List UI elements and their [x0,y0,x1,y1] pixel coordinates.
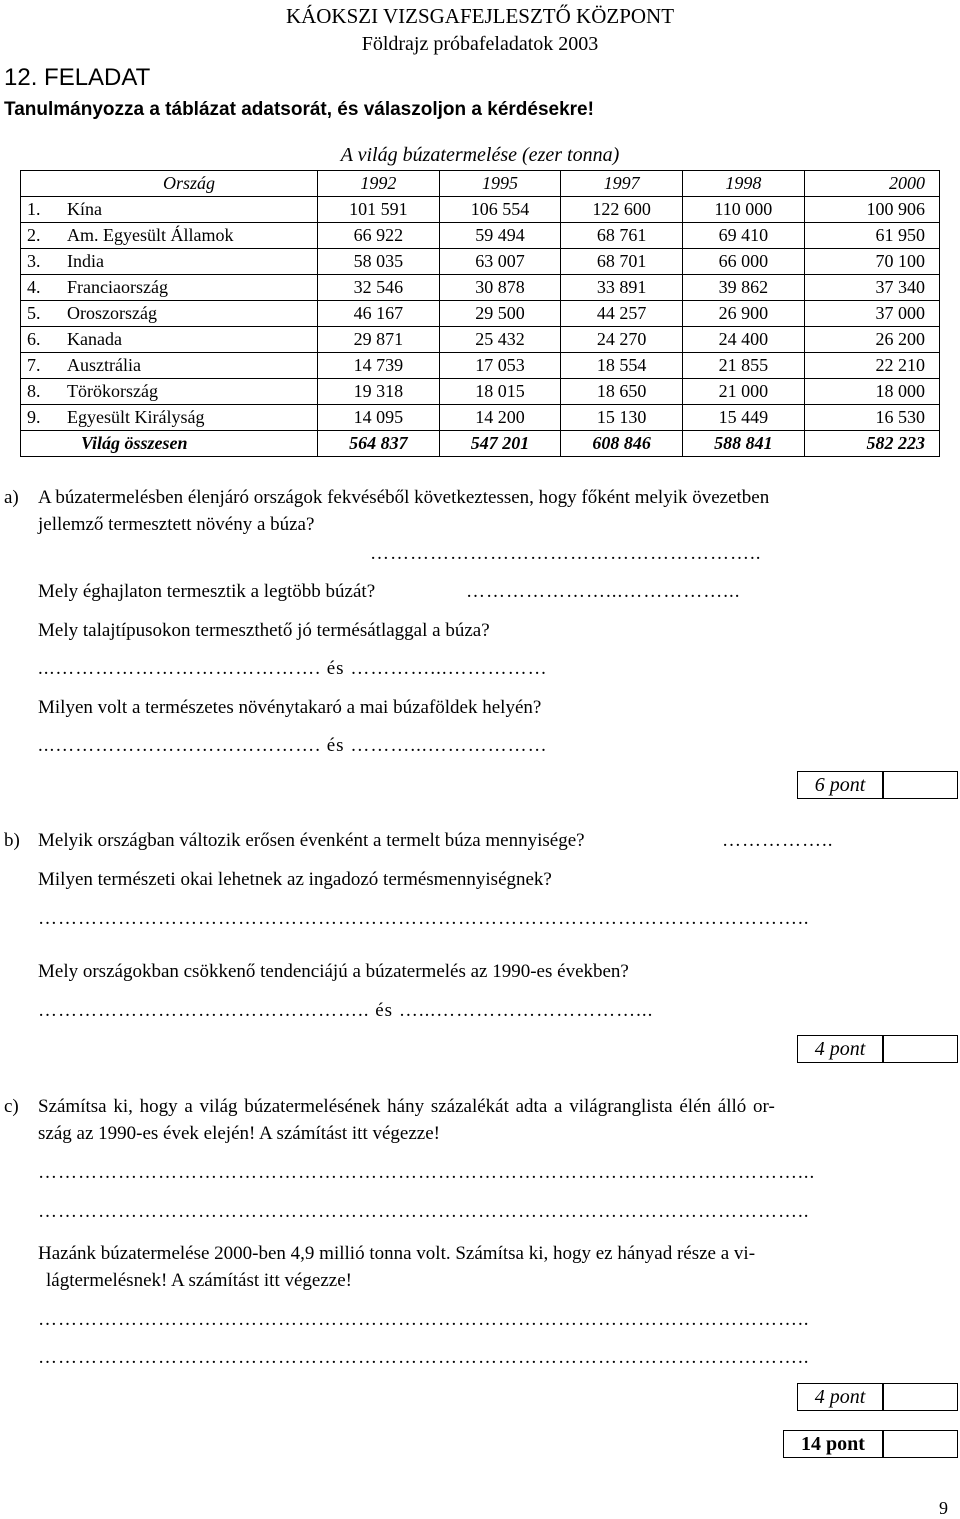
table-row [21,301,940,327]
row-country: Oroszország [61,301,318,327]
row-value: 14 739 [318,353,440,379]
row-rank: 7. [21,353,62,379]
part-a-points: 6 pont [814,774,866,796]
table-row [21,405,940,431]
org-name: KÁOKSZI VIZSGAFEJLESZTŐ KÖZPONT [285,4,675,28]
part-a-score-box [797,771,958,799]
table-row [21,379,940,405]
row-value: 100 906 [804,197,939,223]
row-rank: 1. [21,197,62,223]
part-c-calc-line-3[interactable]: …………………………………………………………………………………………………….. [38,1309,810,1330]
row-country: Kína [61,197,318,223]
row-country: Törökország [61,379,318,405]
row-value: 24 270 [561,327,683,353]
part-b-question-2: Milyen természeti okai lehetnek az ingadozó termésmennyiségnek? [38,869,552,890]
row-rank: 8. [21,379,62,405]
row-value: 69 410 [683,223,805,249]
header-year: 2000 [804,171,939,197]
part-a-answer-1[interactable]: ………………………………………………….. [370,543,762,564]
row-value: 19 318 [318,379,440,405]
row-value: 18 000 [804,379,939,405]
table-row [21,275,940,301]
part-b-question-3: Mely országokban csökkenő tendenciájú a búzatermelés az 1990-es években? [38,961,629,982]
header-year: 1992 [318,171,440,197]
row-value: 14 200 [439,405,561,431]
table-row [21,223,940,249]
row-rank: 5. [21,301,62,327]
header-year: 1997 [561,171,683,197]
part-a-answer-3[interactable]: ...…………………………………. és …………...…………… [38,658,548,679]
row-value: 17 053 [439,353,561,379]
row-rank: 6. [21,327,62,353]
row-value: 37 340 [804,275,939,301]
part-a-question-1-line-1: A búzatermelésben élenjáró országok fekvéséből következtessen, hogy főként melyik övezetben [38,487,770,508]
row-value: 122 600 [561,197,683,223]
row-value: 30 878 [439,275,561,301]
row-value: 29 500 [439,301,561,327]
header-year: 1998 [683,171,805,197]
total-value: 547 201 [439,431,561,457]
table-header-row [21,171,940,197]
table-row [21,327,940,353]
row-value: 18 554 [561,353,683,379]
part-c-calc-line-4[interactable]: …………………………………………………………………………………………………….. [38,1347,810,1368]
row-value: 66 922 [318,223,440,249]
header-country: Ország [61,171,318,197]
row-value: 24 400 [683,327,805,353]
row-country: India [61,249,318,275]
row-value: 61 950 [804,223,939,249]
part-a-answer-2[interactable]: …………………...……………... [466,581,741,602]
row-country: Franciaország [61,275,318,301]
row-value: 21 855 [683,353,805,379]
row-rank: 2. [21,223,62,249]
exam-subtitle: Földrajz próbafeladatok 2003 [361,33,599,55]
row-value: 22 210 [804,353,939,379]
total-label: Világ összesen [61,431,318,457]
row-value: 59 494 [439,223,561,249]
row-value: 15 449 [683,405,805,431]
part-c-points: 4 pont [814,1386,866,1408]
total-row [21,431,940,457]
total-value: 608 846 [561,431,683,457]
part-b-answer-1[interactable]: …………….. [722,830,834,851]
row-rank: 4. [21,275,62,301]
row-value: 63 007 [439,249,561,275]
wheat-production-table [20,170,940,457]
row-value: 29 871 [318,327,440,353]
row-value: 39 862 [683,275,805,301]
row-country: Am. Egyesült Államok [61,223,318,249]
row-value: 66 000 [683,249,805,275]
row-value: 110 000 [683,197,805,223]
task-number: 12. FELADAT [4,64,151,91]
row-value: 25 432 [439,327,561,353]
part-a-question-1-line-2: jellemző termesztett növény a búza? [38,514,315,535]
total-value: 588 841 [683,431,805,457]
table-row [21,353,940,379]
row-country: Kanada [61,327,318,353]
table-caption: A világ búzatermelése (ezer tonna) [340,144,620,166]
part-c-calc-line-1[interactable]: ……………………………………………………………………………………………………... [38,1162,816,1183]
row-value: 15 130 [561,405,683,431]
row-value: 33 891 [561,275,683,301]
row-country: Ausztrália [61,353,318,379]
part-c-calc-line-2[interactable]: …………………………………………………………………………………………………….. [38,1201,810,1222]
row-value: 101 591 [318,197,440,223]
part-a-answer-4[interactable]: ...…………………………………. és ………...……………… [38,735,548,756]
part-b-question-1: Melyik országban változik erősen évenként a termelt búza mennyisége? [38,830,585,851]
row-value: 14 095 [318,405,440,431]
row-value: 18 650 [561,379,683,405]
row-value: 68 701 [561,249,683,275]
total-points: 14 pont [801,1433,865,1455]
row-country: Egyesült Királyság [61,405,318,431]
part-a-label: a) [4,487,19,508]
row-value: 26 200 [804,327,939,353]
part-c-question-2-line-1: Hazánk búzatermelése 2000-ben 4,9 millió tonna volt. Számítsa ki, hogy ez hányad része a vi- [38,1243,756,1264]
total-score-box [783,1430,958,1458]
part-b-score-box [797,1035,958,1063]
part-b-label: b) [4,830,20,851]
row-rank: 9. [21,405,62,431]
row-value: 16 530 [804,405,939,431]
page-number: 9 [939,1498,948,1518]
row-value: 44 257 [561,301,683,327]
total-score-field[interactable] [884,1431,957,1457]
header-year: 1995 [439,171,561,197]
part-a-question-4: Milyen volt a természetes növénytakaró a mai búzaföldek helyén? [38,697,542,718]
part-c-score-box [797,1383,958,1411]
part-c-label: c) [4,1096,19,1117]
row-value: 106 554 [439,197,561,223]
row-value: 37 000 [804,301,939,327]
row-value: 18 015 [439,379,561,405]
row-rank: 3. [21,249,62,275]
part-a-question-2: Mely éghajlaton termesztik a legtöbb búzát? [38,581,376,602]
part-b-answer-3[interactable]: ………………………………………….. és …...…………………………... [38,1000,654,1021]
total-rank-cell [21,431,62,457]
row-value: 68 761 [561,223,683,249]
part-c-question-2-line-2: lágtermelésnek! A számítást itt végezze! [46,1270,352,1291]
task-instruction: Tanulmányozza a táblázat adatsorát, és válaszoljon a kérdésekre! [4,99,594,120]
part-b-score-field[interactable] [884,1036,957,1062]
row-value: 26 900 [683,301,805,327]
part-b-points: 4 pont [814,1038,866,1060]
part-a-question-3: Mely talajtípusokon termeszthető jó termésátlaggal a búza? [38,620,490,641]
row-value: 32 546 [318,275,440,301]
row-value: 70 100 [804,249,939,275]
table-row [21,197,940,223]
part-c-question-1-line-1: Számítsa ki, hogy a világ búzatermelésének hány százalékát adta a világranglista élén álló or- [38,1096,775,1117]
table-row [21,249,940,275]
part-c-score-field[interactable] [884,1384,957,1410]
total-value: 564 837 [318,431,440,457]
part-c-question-1-line-2: szág az 1990-es évek elején! A számítást itt végezze! [38,1123,440,1144]
part-b-answer-2[interactable]: …………………………………………………………………………………………………….. [38,908,810,929]
part-a-score-field[interactable] [884,772,957,798]
total-value: 582 223 [804,431,939,457]
row-value: 21 000 [683,379,805,405]
row-value: 46 167 [318,301,440,327]
row-value: 58 035 [318,249,440,275]
header-rank-cell [21,171,62,197]
